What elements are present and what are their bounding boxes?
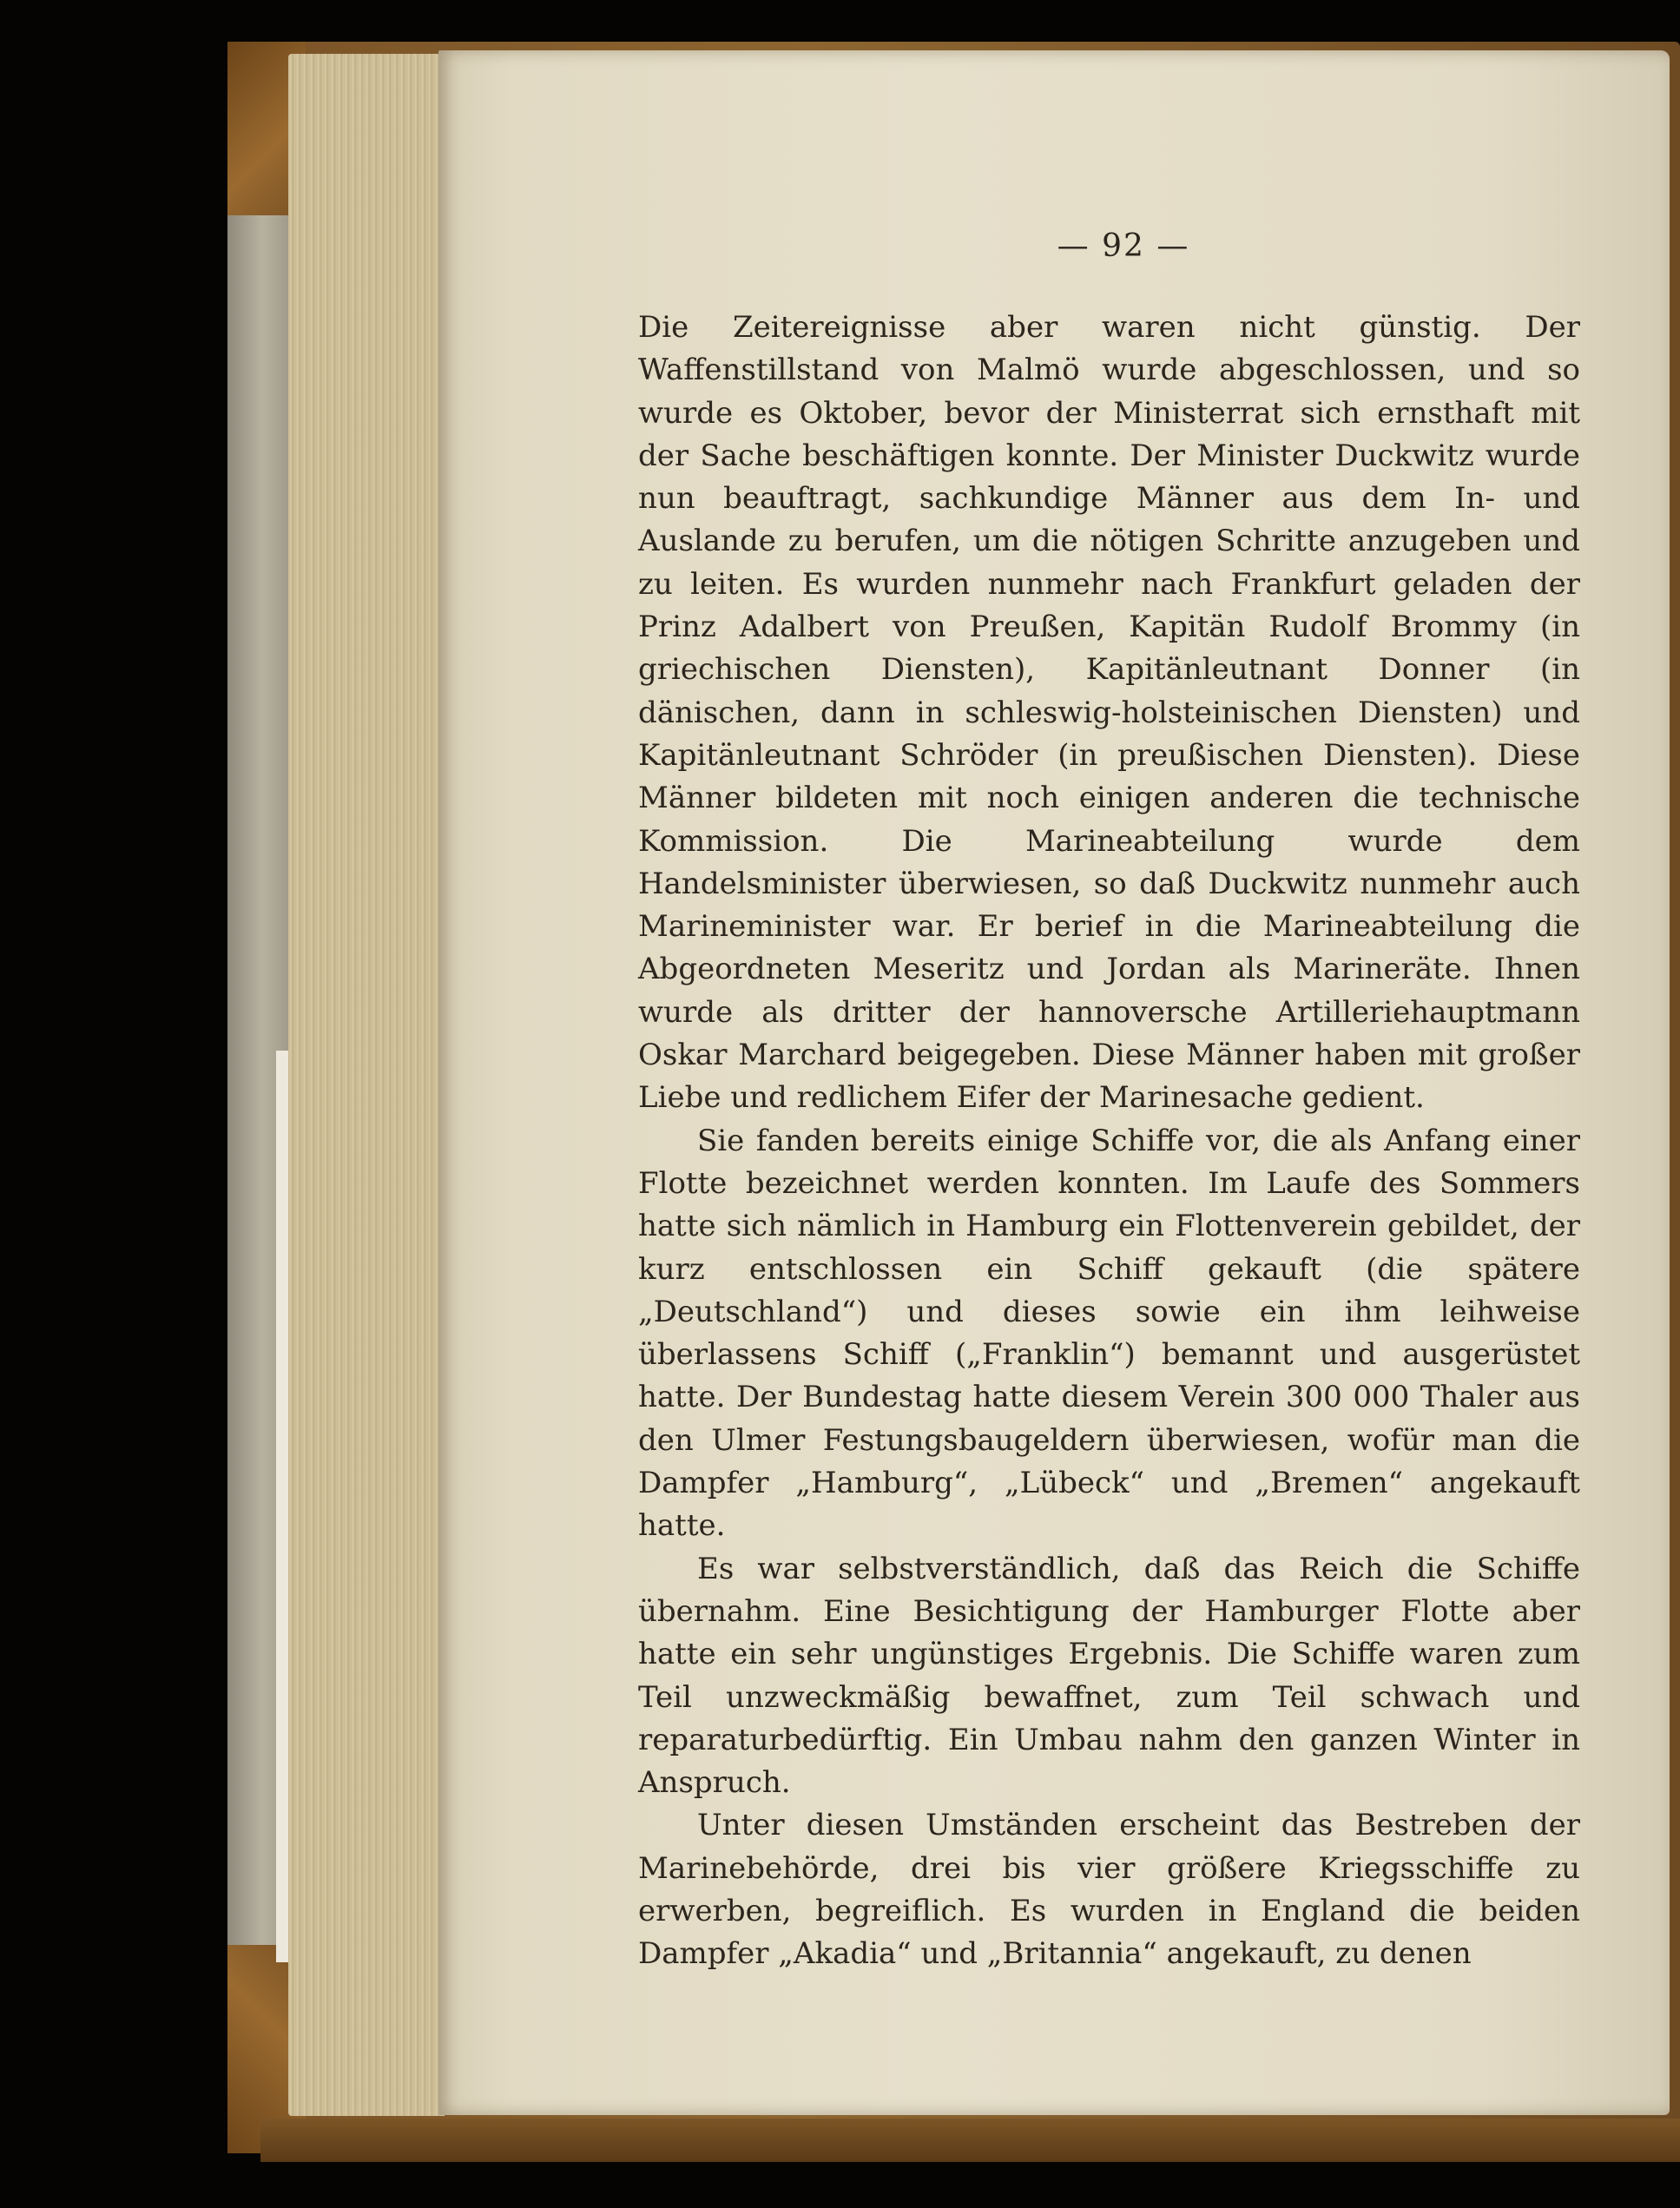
book-page [438, 50, 1670, 2115]
page-number: — 92 — [1057, 228, 1190, 264]
paragraph: Die Zeitereignisse aber waren nicht günstig. Der Waffenstillstand von Malmö wurde abgeschlossen, und so wurde es Oktober, bevor der Ministerrat sich ernsthaft mit der Sache beschäftigen konnte. Der Minister Duckwitz wurde nun beauftragt, sachkundige Männer aus dem In- und Auslande zu berufen, um die nötigen Schritte anzugeben und zu leiten. Es wurden nunmehr nach Frankfurt geladen der Prinz Adalbert von Preußen, Kapitän Rudolf Brommy (in griechischen Diensten), Kapitänleutnant Donner (in dänischen, dann in schleswig-holsteinischen Diensten) und Kapitänleutnant Schröder (in preußischen Diensten). Diese Männer bildeten mit noch einigen anderen die technische Kommission. Die Marineabteilung wurde dem Handelsminister überwiesen, so daß Duckwitz nunmehr auch Marineminister war. Er berief in die Marineabteilung die Abgeordneten Meseritz und Jordan als Marineräte. Ihnen wurde als dritter der hannoversche Artilleriehauptmann Oskar Marchard beigegeben. Diese Männer haben mit großer Liebe und redlichem Eifer der Marinesache gedient. [638, 310, 1580, 1116]
paragraph: Sie fanden bereits einige Schiffe vor, die als Anfang einer Flotte bezeichnet werden konnten. Im Laufe des Sommers hatte sich nämlich in Hamburg ein Flottenverein gebildet, der kurz entschlossen ein Schiff gekauft (die spätere „Deutschland“) und dieses sowie ein ihm leihweise überlassens Schiff („Franklin“) bemannt und ausgerüstet hatte. Der Bundestag hatte diesem Verein 300 000 Thaler aus den Ulmer Festungsbaugeldern überwiesen, wofür man die Dampfer „Hamburg“, „Lübeck“ und „Bremen“ angekauft hatte. [638, 1123, 1580, 1544]
leather-bottom-edge [260, 2119, 1680, 2162]
paragraph: Es war selbstverständlich, daß das Reich die Schiffe übernahm. Eine Besichtigung der Hamburger Flotte aber hatte ein sehr ungünstiges Ergebnis. Die Schiffe waren zum Teil unzweckmäßig bewaffnet, zum Teil schwach und reparaturbedürftig. Ein Umbau nahm den ganzen Winter in Anspruch. [638, 1551, 1580, 1801]
body-text [638, 306, 1580, 1976]
page-stack-edges [288, 54, 445, 2116]
paragraph: Unter diesen Umständen erscheint das Bestreben der Marinebehörde, drei bis vier größere Kriegsschiffe zu erwerben, begreiflich. Es wurden in England die beiden Dampfer „Akadia“ und „Britannia“ angekauft, zu denen [638, 1808, 1580, 1972]
